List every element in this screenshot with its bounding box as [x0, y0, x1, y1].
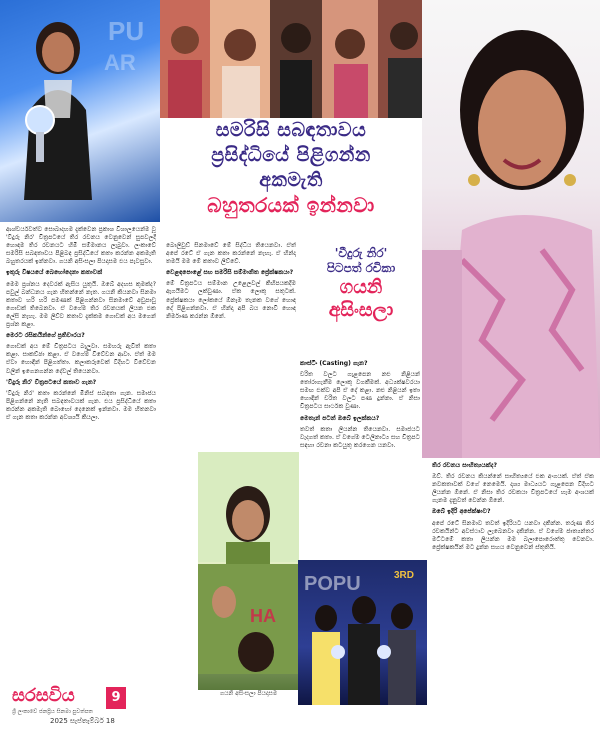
- col2-answer-1: මේ චිත්‍රපටය සම්මාන උළෙලවල් කිහිපයකදීම ඇගයීමට ලක්වුණා. ඒක ලොකු සතුටක්. ප්‍රේක්ෂකයා ලෝකයේ ඕනෑම තැනක වගේ හොඳ දේ පිළිගන්නවා. ඒ හින්දා අපි බය නොවී හොඳ නිර්මාණ කරන්න ඕනේ.: [166, 280, 296, 320]
- col3-answer-2: අපේ රටේ සිනමාව තවත් ඉදිරියට යනවා දකින්න. තරුණ තිර රචකයින්ට අවස්ථාව ලැබෙනවා දකින්න. ඒ වගේම ජාත්‍යන්තර මට්ටමේ කතා ලියන්න මම බලාපොරොත්තු වෙනවා. ප්‍රේක්ෂකයින් මට දුන්න සහය වෙනුවෙන් ස්තුතියි.: [432, 519, 594, 551]
- col2-question-3: මෙතැන් පටන් ඔබේ ඉලක්කය?: [300, 414, 380, 422]
- svg-text:3RD: 3RD: [394, 570, 415, 581]
- awards-night-photo: [298, 560, 427, 705]
- answer-3: 'වීදුරු නිර' කතා කරන්නේ මිනිස් සබඳතා ගැන. සමාජය පිළිගන්නේ නැති සබඳතාවයක් ගැන. එය ප්‍රසිද්ධියේ කතා කරන්න අකමැති බොහෝ දෙනෙක් ඉන්නවා. මම හිතනවා ඒ ගැන කතා කරන්න අවශ්‍යයි කියලා.: [6, 389, 156, 421]
- question-1: ඉතුරු විෂයයේ බෙහෝදෙනා කතාවක්: [6, 269, 103, 277]
- svg-text:AR: AR: [104, 50, 136, 75]
- photo-caption: ගයනි අසිංසලා පියදාසම: [219, 690, 278, 697]
- film-poster-photo: [198, 452, 299, 690]
- brand-logo: සරසවිය: [12, 685, 75, 706]
- col3-answer-1: ඔව්. තිර රචනය කියන්නේ සාහිත්‍යයේ එක අංගයක්. ඒත් ඒක නවකතාවක් වගේ නෙමෙයි. දෘශ්‍ය මාධ්‍යයට ගැළපෙන විදිහට ලියන්න ඕනේ. ඒ නිසා තිර රචකයා චිත්‍රපටයේ හැම අංශයක් ගැනම දැනුවත් වෙන්න ඕනේ.: [432, 473, 594, 505]
- article-column-1: [6, 226, 156, 682]
- col2-question-2: කාස්ටිං (Casting) ගැන?: [300, 360, 368, 367]
- writer-first-name: ගයනි: [339, 276, 383, 298]
- headline-line-1: සමරිසි සබඳතාවය: [215, 119, 367, 141]
- issue-date: 2025 සැප්තැම්බර් 18: [50, 717, 115, 725]
- col2-answer-3: තවත් කතා ලියන්න තියෙනවා. සමාජයට වැදගත් කතා. ඒ වගේම ටෙලිනාට්‍ය සහ චිත්‍රපට සඳහා රචනා කටයුතු කරගෙන යනවා.: [300, 425, 420, 449]
- writer-last-name: අසිංසලා: [328, 299, 394, 321]
- awards-illustration: [298, 560, 427, 705]
- intro-paragraph: ආශ්චර්යවත්ව සොබාදහම දැක්වෙන ප්‍රකාශ විශාලයෙන්ම වූ 'වීදුරු නිර' චිත්‍රපටයේ තිර රචනය වෙනුවෙන් සුපවලදී හොඳම තිර රචනයට හිමි සම්මානය ලැබුවා. ලංකාවේ සමරිසි සබඳතාවය පිළිබඳ ප්‍රසිද්ධියේ කතා කරන්න අකමැති බහුතරයක් ඉන්නවා. ගයනි අසිංසලා පියදාසම එය පැවසුවා.: [6, 226, 156, 266]
- col2-answer-2: චරිත වලට ගැළපෙන නළු නිළියන් තෝරාගැනීම ලොකු වගකීමක්. අධ්‍යක්ෂවරයා සමඟ එක්ව අපි ඒ දේ කළා. නළු නිළියන් ඉතා හොඳින් චරිත වලට පණ දුන්නා. ඒ නිසා චිත්‍රපටය සාර්ථක වුණා.: [300, 371, 420, 411]
- headline-line-4: බහුතරයක් ඉන්නවා: [207, 193, 375, 217]
- svg-text:POPU: POPU: [304, 573, 361, 595]
- svg-text:PU: PU: [108, 16, 145, 46]
- col2-question-1: වෙළඳපොළේ සහ සමරිසි සම්මානිත ප්‍රේක්ෂකයා?: [166, 269, 294, 277]
- answer-1: මෙම ප්‍රශ්නය දෙවරක් ඇසිය යුතුයි. ඔබේ අදහස කුමක්ද? පවුල් බන්ධනය ගැන හිතන්නේ නැත. ගයනි කියනවා සිනමා කතාව හරි හරි පමණක් පිළිගන්නවා සිනමාවේ අඩුපාඩු ගොඩක් තිබෙනවා. ඒ වගේම තිර රචනයක් ලියන එක ලේසි නැහැ. මම ලිව්ව කතාව දැක්කම ගොඩක් අය මගෙන් ප්‍රශ්න කළා.: [6, 280, 156, 329]
- masthead-footer: [12, 685, 132, 737]
- film-stills-collage: [160, 0, 432, 118]
- article-column-2: [166, 242, 296, 448]
- brand-tagline: ශ්‍රී ලංකාවේ ජනප්‍රිය සිනමා පුවත්පත: [12, 709, 93, 715]
- portrait-illustration: [422, 0, 600, 458]
- film-poster-illustration: [198, 452, 299, 690]
- writer-role: පිටපත් රචිකා: [326, 261, 396, 275]
- collage-illustration: [160, 0, 432, 118]
- answer-2: ගොඩක් අය මේ චිත්‍රපටය බැලුවා. සමහරු ඇවිත් කතා කළා. සාකච්ඡා කළා. ඒ වගේම විවේචන ආවා. ඒත් මම ඒවා හොඳින් පිළිගත්තා. කලාකරුවෙක් විදිහට විවේචන වලින් ඉගෙනගන්න දේවල් තියෙනවා.: [6, 343, 156, 375]
- award-photo-left: [0, 0, 160, 222]
- col3-question-1: තිර රචනය සාහිත්‍යයක්ද?: [432, 462, 497, 469]
- question-3: 'වීදුරු නිර' චිත්‍රපටයේ කතාව ගැන?: [6, 378, 97, 386]
- svg-text:HA: HA: [250, 606, 276, 626]
- article-column-3: [300, 360, 420, 556]
- byline-box: [300, 246, 422, 356]
- col3-question-2: ඔබේ ඉදිරි අපේක්ෂාව?: [432, 508, 491, 516]
- page-number: 9: [106, 687, 126, 709]
- question-2: මෙරට රසිකයින්ගේ ප්‍රතිචාරය?: [6, 332, 85, 340]
- headline: [160, 118, 422, 236]
- award-photo-illustration: [0, 0, 160, 222]
- col2-intro: බොලිවුඩ් සිනමාවේ මේ සිද්ධිය තියෙනවා. ඒත් අපේ රටේ ඒ ගැන කතා කරන්නේ නැහැ. ඒ හින්දා තමයි මම මේ කතාව ලිව්වේ.: [166, 242, 296, 266]
- film-title: 'වීදුරු නිර': [334, 246, 388, 260]
- portrait-photo: [422, 0, 600, 458]
- headline-line-2: ප්‍රසිද්ධියේ පිළිගන්න: [211, 144, 371, 166]
- article-column-4: [432, 462, 594, 732]
- headline-line-3: අකමැති: [259, 169, 323, 191]
